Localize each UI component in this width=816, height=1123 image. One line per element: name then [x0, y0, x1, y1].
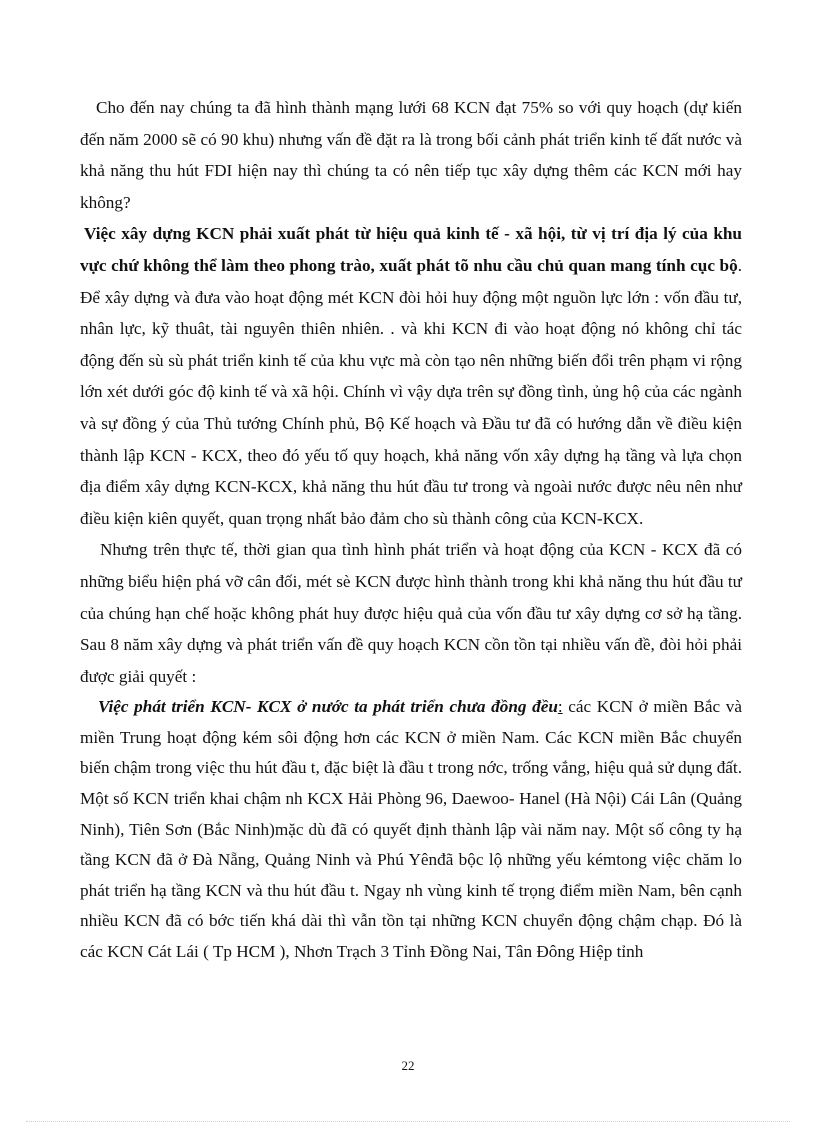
- page-bottom-border: [26, 1121, 790, 1122]
- paragraph-4: [80, 692, 742, 967]
- paragraph-4-heading: Việc phát triển KCN- KCX ở nước ta phát triển chưa đồng đều: [98, 697, 558, 717]
- body-text: [80, 92, 742, 968]
- paragraph-4-colon: :: [557, 697, 563, 717]
- paragraph-3-text: Nhưng trên thực tế, thời gian qua tình hình phát triển và hoạt động của KCN - KCX đã có những biểu hiện phá vỡ cân đối, mét sè KCN được hình thành trong khi khả năng thu hút đầu tư của chúng hạn chế hoặc không phát huy được hiệu quả của vốn đầu tư xây dựng cơ sở hạ tầng. Sau 8 năm xây dựng và phát triển vấn đề quy hoạch KCN cồn tồn tại nhiều vấn đề, đòi hỏi phải được giải quyết :: [80, 540, 742, 686]
- paragraph-1-text: Cho đến nay chúng ta đã hình thành mạng lưới 68 KCN đạt 75% so với quy hoạch (dự kiến đến năm 2000 sẽ có 90 khu) nhưng vấn đề đặt ra là trong bối cảnh phát triển kinh tế đất nước và khả năng thu hút FDI hiện nay thì chúng ta có nên tiếp tục xây dựng thêm các KCN mới hay không?: [80, 98, 742, 212]
- paragraph-4-text: các KCN ở miền Bắc và miền Trung hoạt động kém sôi động hơn các KCN ở miền Nam. Các KCN miền Bắc chuyển biến chậm trong việc thu hút đầu t, đặc biệt là đầu t trong nớc, trống vắng, hiệu quả sử dụng đất. Một số KCN triển khai chậm nh KCX Hải Phòng 96, Daewoo- Hanel (Hà Nội) Cái Lân (Quảng Ninh), Tiên Sơn (Bắc Ninh)mặc dù đã có quyết định thành lập vài năm nay. Một số công ty hạ tầng KCN đã ở Đà Nẵng, Quảng Ninh và Phú Yênđã bộc lộ những yếu kémtong việc chăm lo phát triển hạ tầng KCN và thu hút đầu t. Ngay nh vùng kinh tế trọng điểm miền Nam, bên cạnh nhiều KCN đã có bớc tiến khá dài thì vẫn tồn tại những KCN chuyển động chậm chạp. Đó là các KCN Cát Lái ( Tp HCM ), Nhơn Trạch 3 Tỉnh Đồng Nai, Tân Đông Hiệp tỉnh: [80, 697, 742, 962]
- paragraph-2-text: . Để xây dựng và đưa vào hoạt động mét KCN đòi hỏi huy động một nguồn lực lớn : vốn đầu tư, nhân lực, kỹ thuât, tài nguyên thiên nhiên. . và khi KCN đi vào hoạt động nó không chỉ tác động đến sù sù phát triển kinh tế của khu vực mà còn tạo nên những biến đổi trên phạm vi rộng lớn xét dưới góc độ kinh tế và xã hội. Chính vì vậy dựa trên sự đồng tình, ủng hộ của các ngành và sự đồng ý của Thủ tướng Chính phủ, Bộ Kế hoạch và Đầu tư đã có hướng dẫn về điều kiện thành lập KCN - KCX, theo đó yếu tố quy hoạch, khả năng vốn xây dựng hạ tầng và lựa chọn địa điểm xây dựng KCN-KCX, khả năng thu hút đầu tư trong và ngoài nước được nêu nên như điều kiện kiên quyết, quan trọng nhất bảo đảm cho sù thành công của KCN-KCX.: [80, 255, 742, 528]
- page-number: 22: [401, 1058, 415, 1073]
- paragraph-3: [80, 534, 742, 692]
- paragraph-2: [80, 218, 742, 534]
- paragraph-2-bold-lead: Việc xây dựng KCN phải xuất phát từ hiệu quả kinh tế - xã hội, từ vị trí địa lý của khu vực chứ không thể làm theo phong trào, xuất phát tõ nhu cầu chủ quan mang tính cục bộ: [80, 224, 742, 275]
- paragraph-1: [80, 92, 742, 218]
